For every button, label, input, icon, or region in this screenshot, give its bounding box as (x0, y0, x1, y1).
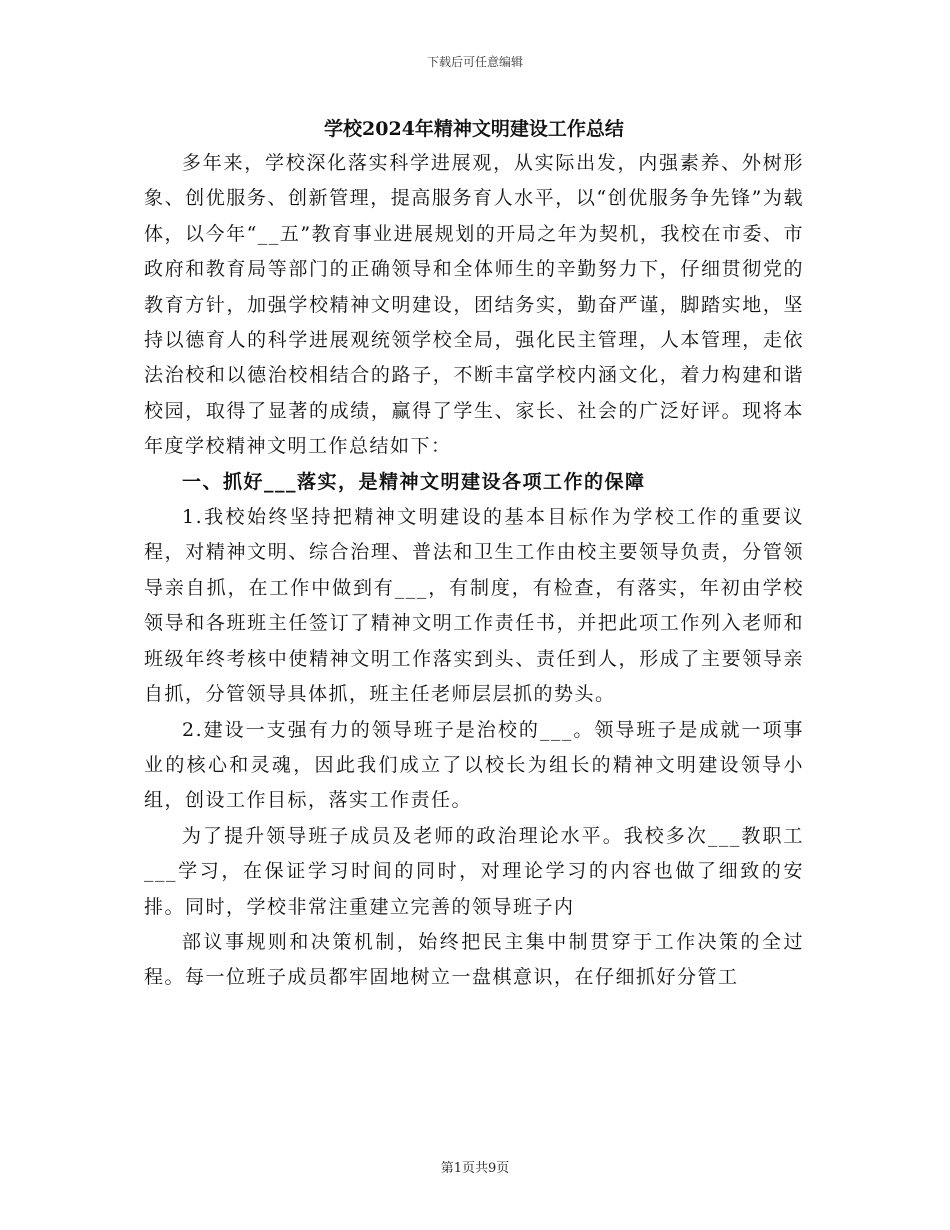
header-note: 下载后可任意编辑 (426, 55, 523, 69)
document-body (144, 112, 804, 996)
paragraph-intro: 多年来，学校深化落实科学进展观，从实际出发，内强素养、外树形象、创优服务、创新管理，提高服务育人水平，以“创优服务争先锋”为载体，以今年“__五”教育事业进展规划的开局之年为契机，我校在市委、市政府和教育局等部门的正确领导和全体师生的辛勤努力下，仔细贯彻党的教育方针，加强学校精神文明建设，团结务实，勤奋严谨，脚踏实地，坚持以德育人的科学进展观统领学校全局，强化民主管理，人本管理，走依法治校和以德治校相结合的路子，不断丰富学校内涵文化，着力构建和谐校园，取得了显著的成绩，赢得了学生、家长、社会的广泛好评。现将本年度学校精神文明工作总结如下： (144, 152, 804, 458)
paragraph-decision: 部议事规则和决策机制，始终把民主集中制贯穿于工作决策的全过程。每一位班子成员都牢固地树立一盘棋意识，在仔细抓好分管工 (144, 930, 804, 989)
section-heading-1: 一、抓好___落实，是精神文明建设各项工作的保障 (182, 470, 646, 493)
paragraph-item-2: 2.建设一支强有力的领导班子是治校的___。领导班子是成就一项事业的核心和灵魂，因此我们成立了以校长为组长的精神文明建设领导小组，创设工作目标，落实工作责任。 (144, 718, 804, 812)
document-title: 学校2024年精神文明建设工作总结 (324, 118, 624, 140)
paragraph-item-1: 1.我校始终坚持把精神文明建设的基本目标作为学校工作的重要议程，对精神文明、综合治理、普法和卫生工作由校主要领导负责，分管领导亲自抓，在工作中做到有___，有制度，有检查，有落实，年初由学校领导和各班班主任签订了精神文明工作责任书，并把此项工作列入老师和班级年终考核中使精神文明工作落实到头、责任到人，形成了主要领导亲自抓，分管领导具体抓，班主任老师层层抓的势头。 (144, 506, 804, 706)
paragraph-study: 为了提升领导班子成员及老师的政治理论水平。我校多次___教职工___学习，在保证学习时间的同时，对理论学习的内容也做了细致的安排。同时，学校非常注重建立完善的领导班子内 (144, 824, 804, 918)
page-footer: 第1页共9页 (440, 1161, 510, 1176)
